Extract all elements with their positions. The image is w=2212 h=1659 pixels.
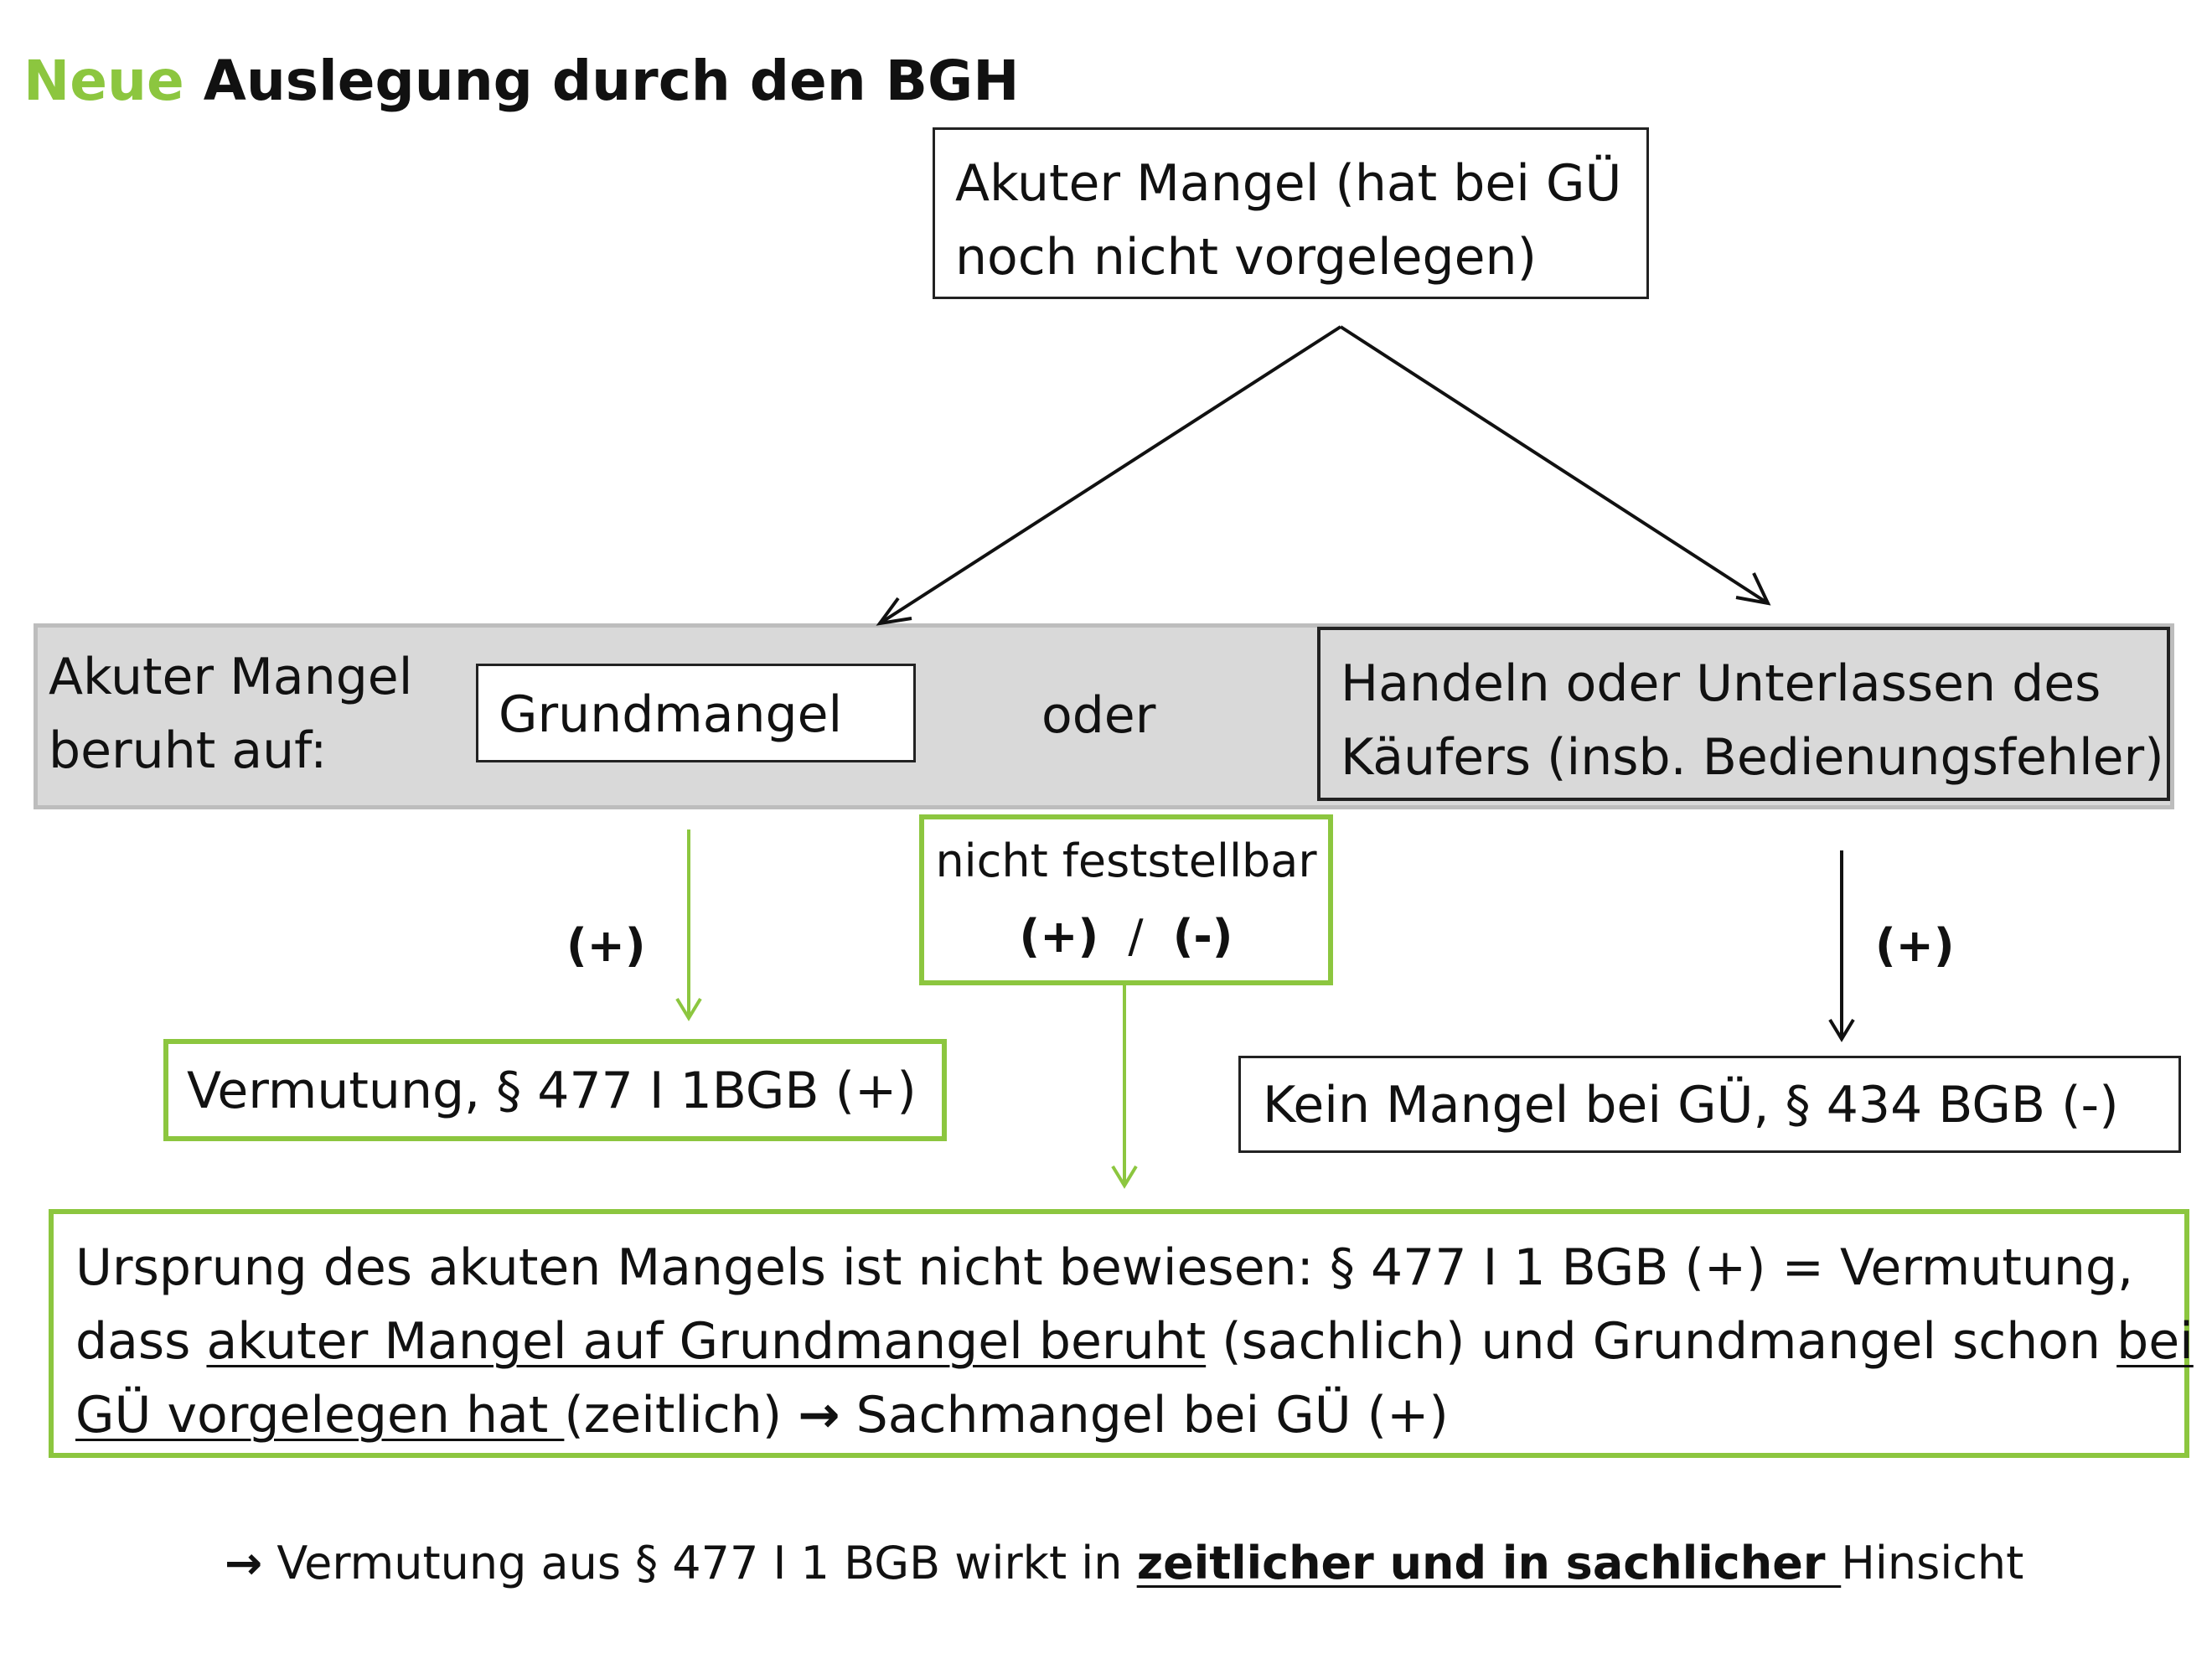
kein-mangel-text: Kein Mangel bei GÜ, § 434 BGB (-) [1263,1076,2119,1134]
title-accent: Neue [23,49,184,113]
right-branch-label: (+) [1875,919,1955,972]
ursprung-line2 [75,1305,2194,1378]
oder-text: oder [1041,686,1156,745]
ursprung-l2-underlined: akuter Mangel auf Grundmangel beruht [206,1312,1207,1371]
right-arrow-icon: → [798,1386,840,1445]
ursprung-line3 [75,1378,2163,1452]
top-box-line1: Akuter Mangel (hat bei GÜ [955,154,1622,213]
middle-slash: / [1128,910,1144,963]
conclusion-c: Hinsicht [1841,1537,2024,1589]
plus-minus-row [933,903,1320,970]
ursprung-l3-underlined: GÜ vorgelegen hat [75,1386,565,1445]
middle-minus: (-) [1172,910,1233,963]
middle-plus: (+) [1019,910,1099,963]
kaeufer-line1: Handeln oder Unterlassen des [1341,654,2101,713]
arrow-to-grundmangel [880,327,1341,623]
left-branch-label: (+) [566,919,646,972]
arrowhead-grundmangel [880,598,912,623]
conclusion [225,1527,2023,1600]
kein-mangel-box [1238,1056,2181,1153]
ursprung-l3-c: Sachmangel bei GÜ (+) [840,1386,1449,1445]
vermutung-box [163,1039,947,1141]
ursprung-l2-a: dass [75,1312,207,1371]
nicht-feststellbar-text: nicht feststellbar [935,835,1317,887]
band-label-line1: Akuter Mangel [49,648,413,706]
ursprung-l2-b: (sachlich) und Grundmangel schon [1206,1312,2117,1371]
conclusion-arrow-icon: → [225,1537,263,1589]
ursprung-box [49,1209,2194,1458]
kaeufer-line2: Käufers (insb. Bedienungsfehler) [1341,728,2164,787]
vermutung-text: Vermutung, § 477 I 1BGB (+) [187,1062,917,1120]
ursprung-line1: Ursprung des akuten Mangels ist nicht bewiesen: § 477 I 1 BGB (+) = Vermutung, [75,1238,2134,1297]
top-box-line2: noch nicht vorgelegen) [955,228,1537,287]
band-label-line2: beruht auf: [49,721,328,780]
conclusion-a: Vermutung aus § 477 I 1 BGB wirkt in [262,1537,1137,1589]
title-rest: Auslegung durch den BGH [203,49,1020,113]
nicht-feststellbar-box [919,814,1333,985]
ursprung-l2-underlined2: bei [2116,1312,2194,1371]
arrow-to-kaeufer [1341,327,1768,603]
ursprung-l3-b: (zeitlich) [564,1386,798,1445]
grundmangel-text: Grundmangel [499,685,843,744]
conclusion-emphasis: zeitlicher und in sachlicher [1136,1537,1842,1589]
